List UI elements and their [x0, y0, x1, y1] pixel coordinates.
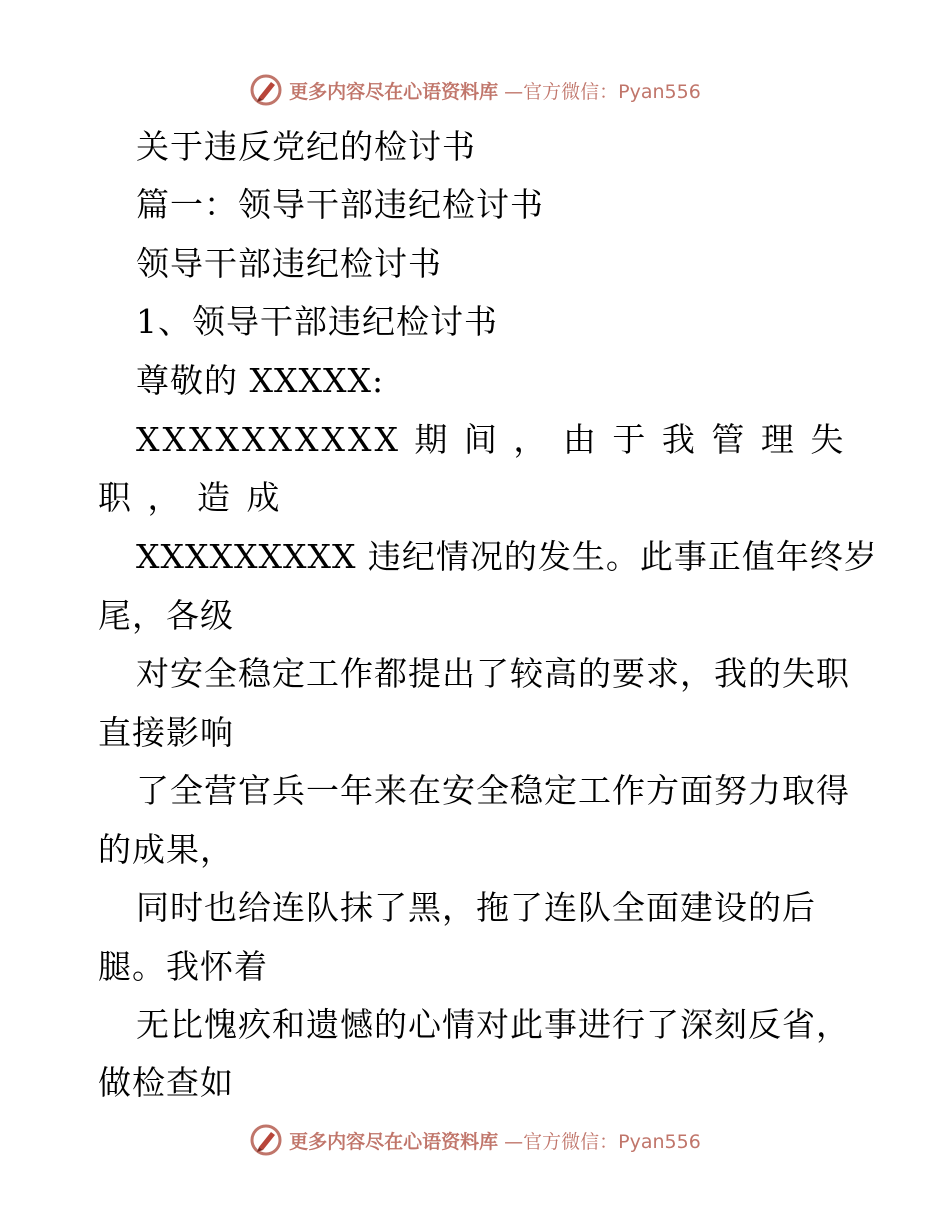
doc-line: 对安全稳定工作都提出了较高的要求，我的失职	[136, 654, 850, 693]
doc-line: 腿。我怀着	[98, 947, 268, 986]
header-banner-main: 更多内容尽在心语资料库	[289, 80, 499, 103]
doc-title: 关于违反党纪的检讨书	[136, 127, 476, 166]
header-banner-sub: —官方微信：Pyan556	[504, 80, 701, 103]
footer-banner-main: 更多内容尽在心语资料库	[289, 1130, 499, 1153]
doc-line: XXXXXXXXX 违纪情况的发生。此事正值年终岁	[136, 537, 878, 576]
doc-line: 的成果，	[98, 830, 234, 869]
pen-circle-logo-icon	[249, 1123, 283, 1157]
doc-line: 领导干部违纪检讨书	[136, 244, 442, 283]
doc-line: 尾，各级	[98, 596, 234, 635]
doc-line: 做检查如	[98, 1063, 234, 1102]
header-banner	[0, 70, 950, 110]
doc-line: 尊敬的 XXXXX:	[136, 361, 385, 400]
pen-circle-logo-icon	[249, 73, 283, 107]
footer-banner	[0, 1120, 950, 1160]
doc-line: 职 ， 造 成	[98, 478, 283, 517]
doc-line: XXXXXXXXXX 期 间 ， 由 于 我 管 理 失	[136, 420, 847, 459]
doc-line: 无比愧疚和遗憾的心情对此事进行了深刻反省，	[136, 1005, 850, 1044]
doc-line: 篇一：领导干部违纪检讨书	[136, 185, 544, 224]
doc-line: 直接影响	[98, 713, 234, 752]
doc-line: 了全营官兵一年来在安全稳定工作方面努力取得	[136, 771, 850, 810]
footer-banner-sub: —官方微信：Pyan556	[504, 1130, 701, 1153]
doc-line: 同时也给连队抹了黑，拖了连队全面建设的后	[136, 888, 816, 927]
doc-line: 1、领导干部违纪检讨书	[136, 302, 498, 341]
